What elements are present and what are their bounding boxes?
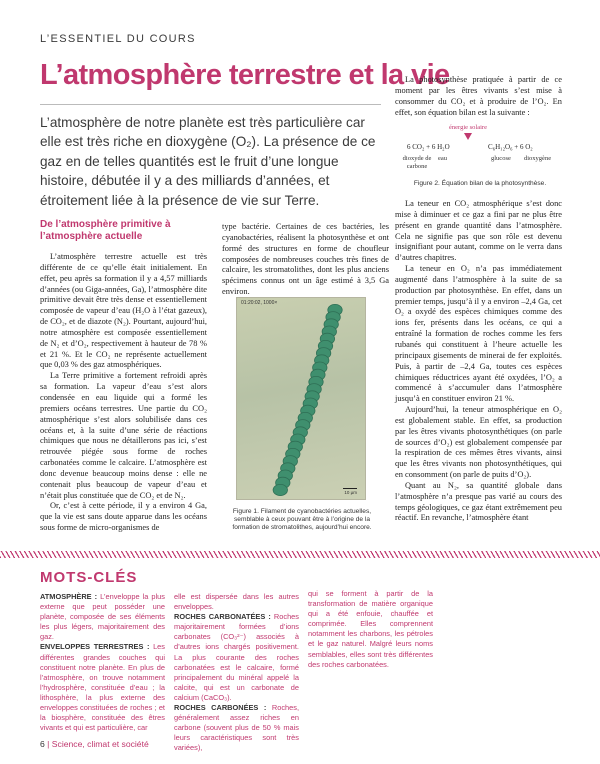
paragraph: Or, c’est à cette période, il y a environ 4 Ga, que la vie est sans doute apparue dans les océans sous forme de micro-organismes de <box>40 501 207 533</box>
keyword-entry <box>40 642 165 733</box>
paragraph: Aujourd’hui, la teneur atmosphérique en O₂ est globalement stable. En effet, sa production par les êtres vivants photosynthétiques (on parle de sources d’O₂) est globalement compensée par la respiration de ces mêmes êtres vivants, ainsi que les êtres vivants non photosynthétiques, qui en consomment (on parle de puits d’O₂). <box>395 405 562 480</box>
cyanobacteria-filament-image <box>237 298 366 500</box>
title-rule <box>40 104 381 105</box>
keyword-entry <box>174 592 299 612</box>
paragraph: La teneur en CO₂ atmosphérique s’est donc mise à diminuer et ce gaz a fini par ne plus être présent en grande quantité dans l’atmosphère. Cela ne signifie pas que son rôle est devenu insignifiant pour autant, comme on le verra dans d’autres chapitres. <box>395 199 562 263</box>
cell-shape <box>273 484 287 495</box>
column-1 <box>40 252 207 534</box>
keyword-entry <box>174 703 299 753</box>
equation-products: C₆H₁₂O₆ + 6 O₂ <box>488 143 533 151</box>
keywords-column-3 <box>308 589 433 670</box>
label-water: eau <box>438 155 448 162</box>
label-glucose: glucose <box>491 155 511 162</box>
scale-bar <box>343 488 357 489</box>
keyword-term: ATMOSPHÈRE : <box>40 592 98 601</box>
label-co2: dioxyde de carbone <box>402 155 432 170</box>
keyword-term: ENVELOPPES TERRESTRES : <box>40 642 150 652</box>
lead-paragraph: L’atmosphère de notre planète est très particulière car elle est très riche en dioxygène (O₂). La présence de ce gaz en de telles quantités est le fruit d’une longue histoire, débutée il y a des milliards d’années, et étroitement liée à la présence de vie sur Terre. <box>40 115 376 208</box>
page-footer <box>40 739 149 749</box>
paragraph: type bactérie. Certaines de ces bactéries, les cyanobactéries, réalisent la photosynthèse et ont formé des structures en forme de choufleur composées de nombreuses couches très fines de calcaire, les stromatolithes, dont les plus anciens spécimens connus ont un âge estimé à 3,5 Ga environ. <box>222 222 389 297</box>
paragraph: La Terre primitive a fortement refroidi après sa formation. La vapeur d’eau s’est alors condensée en eau liquide qui a formé les premiers océans terrestres. Une partie du CO₂ atmosphérique s’est alors solubilisée dans ces océans et, à la suite d’une série de réactions chimiques que nous ne détaillerons pas ici, s’est retrouvée piégée sous forme de roches carbonatées comme le calcaire. L’atmosphère est donc devenue beaucoup moins dense : elle ne contenait plus beaucoup de vapeur d’eau et n’était plus constituée que de CO₂ et de N₂. <box>40 371 207 500</box>
keyword-term: ROCHES CARBONÉES : <box>174 703 267 713</box>
label-o2: dioxygène <box>524 155 552 162</box>
keyword-entry <box>174 612 299 703</box>
keyword-definition: L’enveloppe la plus externe que peut posséder une planète, composée de ses éléments les plus légers, majoritairement des gaz. <box>40 592 165 642</box>
keyword-definition: Roches, généralement assez riches en carbone (souvent plus de 50 % mais leurs caractéristiques sont très variées), <box>174 703 299 753</box>
paragraph: La teneur en O₂ n’a pas immédiatement augmenté dans l’atmosphère à la suite de sa production par photosynthèse. En effet, dans un premier temps, jusqu’à il y a environ –2,4 Ga, cet O₂ a oxydé des espèces chimiques comme des ions fer, présents dans les océans, ce qui a entraîné la formation de roches comme les fers rubanés qui constituent à l’heure actuelle les principaux gisements de minerai de fer exploités. Puis, à partir de –2,4 Ga, toutes ces espèces chimiques réductrices ayant été oxydées, l’O₂ a commencé à s’accumuler dans l’atmosphère jusqu’à en constituer environ 21 %. <box>395 264 562 404</box>
paragraph: L’atmosphère terrestre actuelle est très différente de ce qu’elle était initialement. En effet, peu après sa formation il y a 4,57 milliards d’années (ou Giga-années, Ga), l’atmosphère dite primitive devait être très dense et essentiellement composée de vapeur d’eau (H₂O à l’état gazeux), de CO₂, et de diazote (N₂). Pourtant, aujourd’hui, notre atmosphère est composée essentiellement de N₂ et d’O₂, respectivement à hauteur de 78 % et 21 %. Et le CO₂ ne représente actuellement que 0,03 % des gaz atmosphériques. <box>40 252 207 370</box>
photosynthesis-equation <box>396 121 566 177</box>
footer-separator: | <box>44 739 52 749</box>
keyword-definition: Roches majoritairement formées d’ions carbonates (CO₃²⁻) associés à d’autres ions chargés positivement. La plus courante des roches carbonatées est le calcaire, formé principalement du minéral appelé la calcite, qui est un carbonate de calcium (CaCO₃). <box>174 612 299 702</box>
scale-label: 10 µm <box>344 490 357 495</box>
paragraph: La photosynthèse pratiquée à partir de ce moment par les êtres vivants s’est mise à consommer du CO₂ et à produire de l’O₂. En effet, son équation bilan est la suivante : <box>395 75 562 117</box>
photo-stamp: 01:20:02, 1000× <box>241 300 278 306</box>
arrow-icon <box>464 133 472 140</box>
keyword-definition: Les différentes grandes couches qui constituent notre planète. En plus de l’atmosphère, on trouve notamment l’hydrosphère, constituée d’eau ; la lithosphère, la plus externe des enveloppes constituées de roches ; et la biosphère, constituée des êtres vivants et qui est particulière, car <box>40 642 165 733</box>
keywords-column-1 <box>40 592 165 733</box>
keyword-term: ROCHES CARBONATÉES : <box>174 612 271 622</box>
column-3-bottom <box>395 199 562 524</box>
energy-label: énergie solaire <box>449 124 487 131</box>
page-number: 6 <box>40 739 45 749</box>
subheading: De l’atmosphère primitive à l’atmosphère actuelle <box>40 219 171 242</box>
keyword-entry <box>40 592 165 642</box>
column-2 <box>222 222 389 298</box>
keyword-entry: qui se forment à partir de la transformation de matière organique qui a été enfouie, chauffée et comprimée. Elles comprennent notamment les charbons, les pétroles et le gaz naturel. Malgré leurs noms semblables, elles sont très différentes des roches carbonatées. <box>308 589 433 669</box>
keywords-column-2 <box>174 592 299 754</box>
keyword-definition: elle est dispersée dans les autres enveloppes. <box>174 592 299 612</box>
keywords-title: MOTS-CLÉS <box>40 569 138 586</box>
section-label: L’ESSENTIEL DU COURS <box>40 33 196 45</box>
book-title: Science, climat et société <box>51 739 149 749</box>
figure-1-photo <box>236 297 366 500</box>
equation-reactants: 6 CO₂ + 6 H₂O <box>407 143 450 151</box>
column-3-top <box>395 75 562 118</box>
page-title: L’atmosphère terrestre et la vie <box>40 59 450 91</box>
figure-1-caption: Figure 1. Filament de cyanobactéries actuelles, semblable à ceux pouvant être à l’origine de la formation de stromatolithes, aujourd’hui encore. <box>232 508 372 532</box>
figure-2-caption: Figure 2. Équation bilan de la photosynthèse. <box>413 180 547 187</box>
hatched-divider <box>0 551 600 558</box>
paragraph: Quant au N₂, sa quantité globale dans l’atmosphère n’a presque pas varié au cours des temps géologiques, ce gaz étant extrêmement peu réactif. En revanche, l’atmosphère étant <box>395 480 562 523</box>
